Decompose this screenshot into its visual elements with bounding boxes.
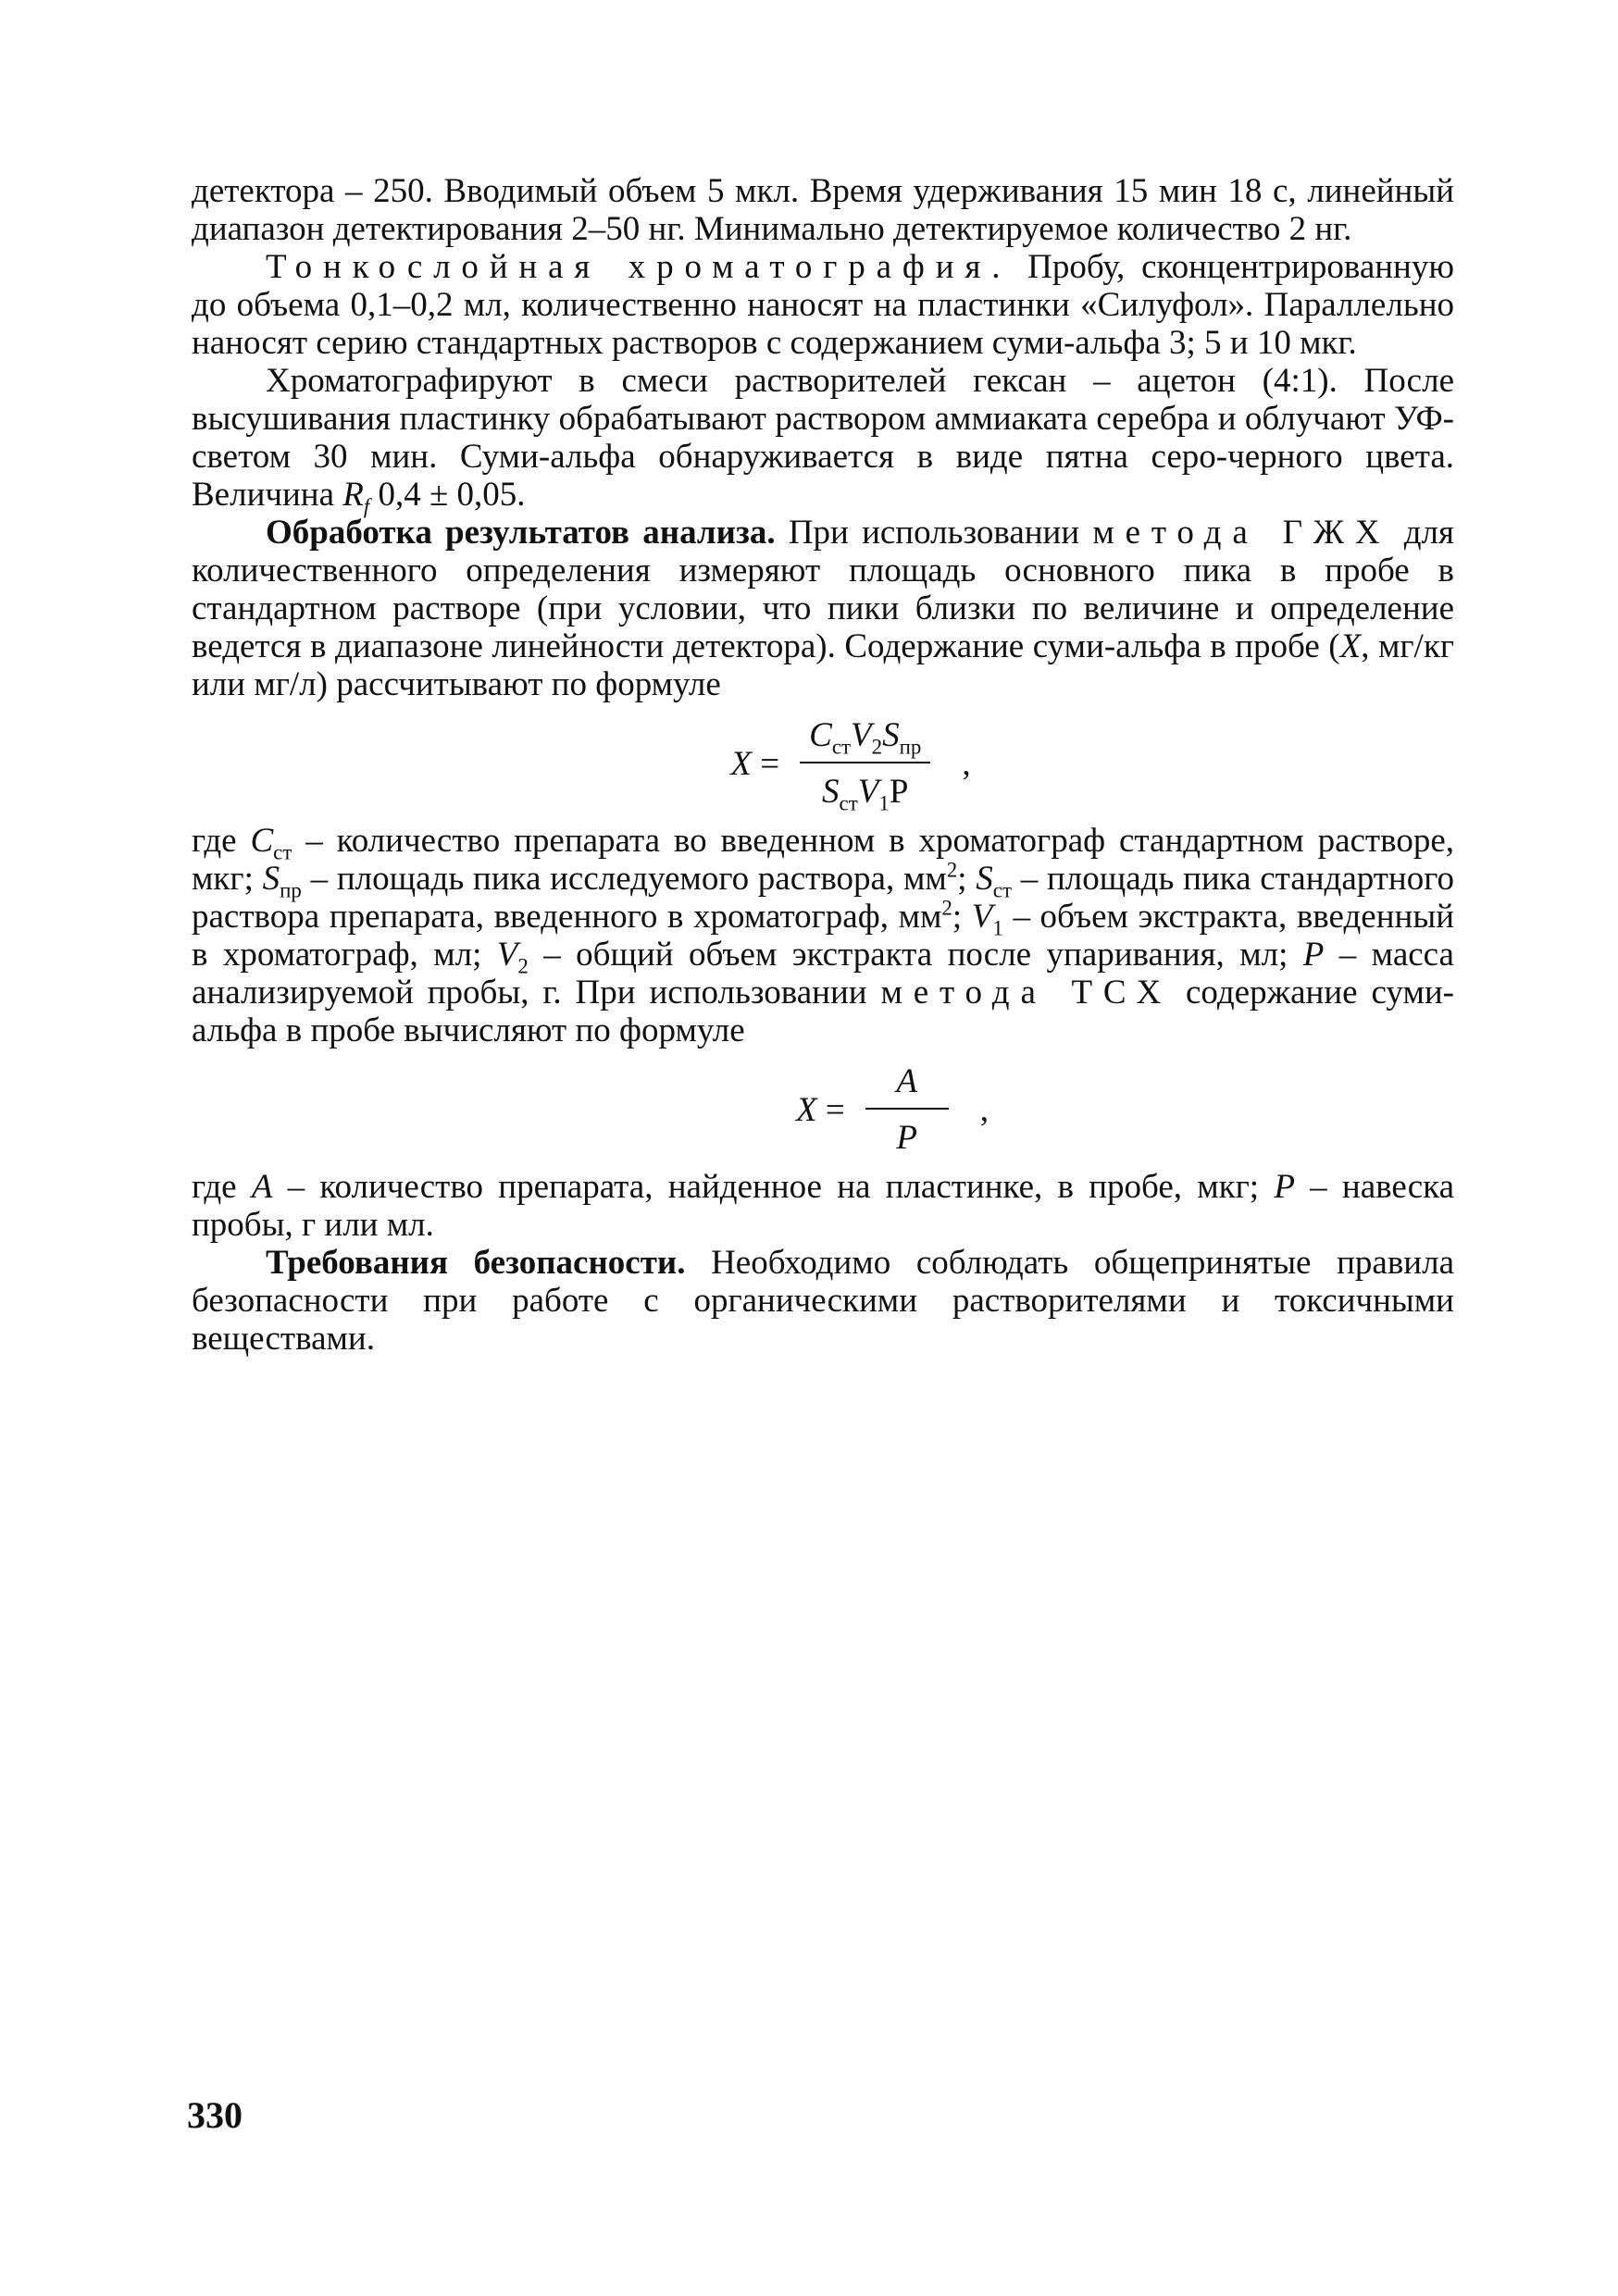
paragraph-development: Хроматографируют в смеси растворителей гексан – ацетон (4:1). После высушивания пластинку обрабатывают раствором аммиаката серебра и облучают УФ-светом 30 мин. Суми-альфа обнаруживается в виде пятна серо-черного цвета. Величина $R_f$ 0,4 ± 0,05.	[192, 362, 1454, 518]
page-number: 330	[187, 2094, 243, 2136]
formula-tlc-numerator: A	[896, 1062, 918, 1100]
paragraph-thin-layer-chromatography: Тонкослойная хроматография. Пробу, сконцентрированную до объема 0,1–0,2 мл, количественно наносят на пластинки «Силуфол». Параллельно наносят серию стандартных растворов с содержанием суми-альфа 3; 5 и 10 мкг.	[192, 248, 1454, 362]
paragraph-safety-requirements: Требования безопасности. Необходимо соблюдать общепринятые правила безопасности при работе с органическими растворителями и токсичными веществами.	[192, 1244, 1454, 1358]
formula-gc-numerator: $C_{ст}V_2S_{пр}$	[809, 716, 922, 759]
formula-tlc-fraction	[865, 1062, 949, 1157]
formula-tlc-denominator: P	[896, 1119, 918, 1157]
paragraph-formula-legend-tlc: где A – количество препарата, найденное на пластинке, в пробе, мкг; P – навеска пробы, г или мл.	[192, 1168, 1454, 1244]
paragraph-formula-legend-gc: где $C_{ст}$ – количество препарата во введенном в хроматограф стандартном растворе, мкг; $S_{пр}$ – площадь пика исследуемого раствора, $мм^2$; $S_{ст}$ – площадь пика стандартного раствора препарата, введенного в хроматограф, $мм^2$; $V_1$ – объем экстракта, введенный в хроматограф, мл; $V_2$ – общий объем экстракта после упаривания, мл; P – масса анализируемой пробы, г. При использовании метода ТСХ содержание суми-альфа в пробе вычисляют по формуле	[192, 822, 1454, 1049]
paragraph-result-processing: Обработка результатов анализа. При использовании метода ГЖХ для количественного определения измеряют площадь основного пика в пробе в стандартном растворе (при условии, что пики близки по величине и определение ведется в диапазоне линейности детектора). Содержание суми-альфа в пробе (X, мг/кг или мг/л) рассчитывают по формуле	[192, 514, 1454, 703]
formula-gc: X = $\frac{C_{ст}V_2S_{пр}}{S_{ст}V_1P}$ ,	[730, 716, 971, 815]
section-heading-safety: Требования безопасности.	[266, 1244, 686, 1282]
formula-gc-fraction	[800, 716, 930, 815]
paragraph-detector-params: детектора – 250. Вводимый объем 5 мкл. Время удерживания 15 мин 18 с, линейный диапазон детектирования 2–50 нг. Минимально детектируемое количество 2 нг.	[192, 172, 1454, 248]
section-heading-processing: Обработка результатов анализа.	[266, 514, 776, 552]
page-body	[192, 172, 1454, 1358]
formula-tlc: X = $\frac{A}{P}$ ,	[796, 1062, 989, 1157]
formula-gc-denominator: $S_{ст}V_1P$	[822, 773, 909, 815]
section-heading-tlc: Тонкослойная хроматография.	[266, 248, 1012, 286]
